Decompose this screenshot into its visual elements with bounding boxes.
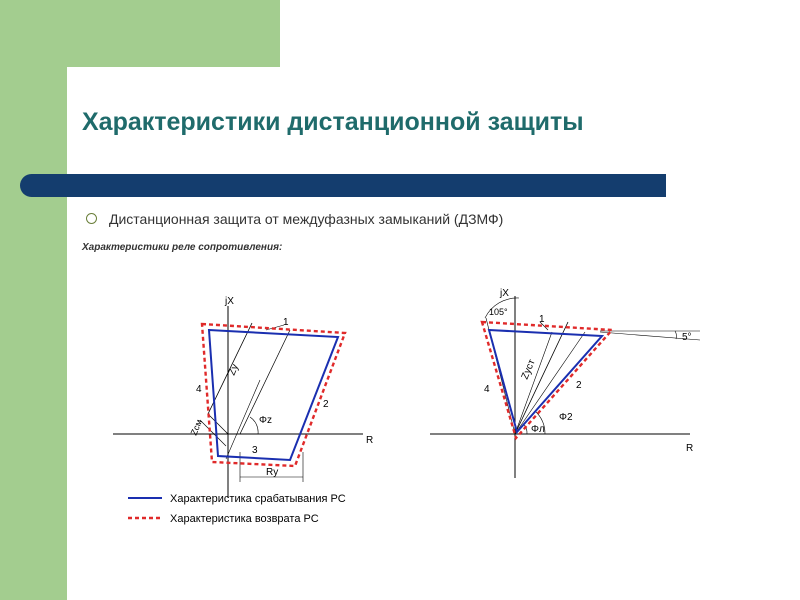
right-label-4: 4 bbox=[484, 384, 490, 395]
right-label-105: 105° bbox=[489, 307, 508, 317]
legend-trip-label: Характеристика срабатывания РС bbox=[170, 493, 346, 505]
left-label-zsm: Zсм bbox=[188, 417, 205, 437]
left-label-zy: Zy bbox=[226, 362, 242, 378]
left-return-characteristic bbox=[202, 324, 345, 466]
left-label-2: 2 bbox=[323, 399, 329, 410]
left-zsm-perp bbox=[200, 420, 226, 446]
left-label-1: 1 bbox=[283, 317, 289, 328]
right-diagonal-2 bbox=[515, 332, 585, 434]
left-axis-r-label: R bbox=[366, 435, 374, 446]
right-label-zyst: Zуст bbox=[519, 357, 538, 382]
right-label-phi-2: Φ2 bbox=[559, 412, 573, 423]
bullet-text: Дистанционная защита от междуфазных замыканий (ДЗМФ) bbox=[109, 211, 504, 227]
legend-return-label: Характеристика возврата РС bbox=[170, 513, 319, 525]
legend bbox=[128, 493, 346, 525]
left-label-phi-z: Φz bbox=[259, 415, 272, 426]
right-label-5: 5° bbox=[682, 332, 692, 343]
right-label-1: 1 bbox=[539, 314, 545, 325]
left-diagram bbox=[113, 296, 373, 498]
right-diagram bbox=[430, 288, 700, 478]
left-phi-z-arc bbox=[250, 417, 258, 434]
right-label-2: 2 bbox=[576, 380, 582, 391]
right-label-phi-l: Φл bbox=[531, 424, 545, 435]
slide-title: Характеристики дистанционной защиты bbox=[82, 108, 584, 136]
diagram-subtitle: Характеристики реле сопротивления: bbox=[82, 242, 283, 253]
right-axis-r-label: R bbox=[686, 443, 694, 454]
right-trip-characteristic bbox=[489, 330, 602, 432]
left-label-4: 4 bbox=[196, 384, 202, 395]
left-label-ry: Ry bbox=[266, 467, 279, 478]
right-axis-x-label: jX bbox=[500, 288, 509, 299]
left-label-3: 3 bbox=[252, 445, 258, 456]
left-axis-x-label: jX bbox=[225, 296, 234, 307]
